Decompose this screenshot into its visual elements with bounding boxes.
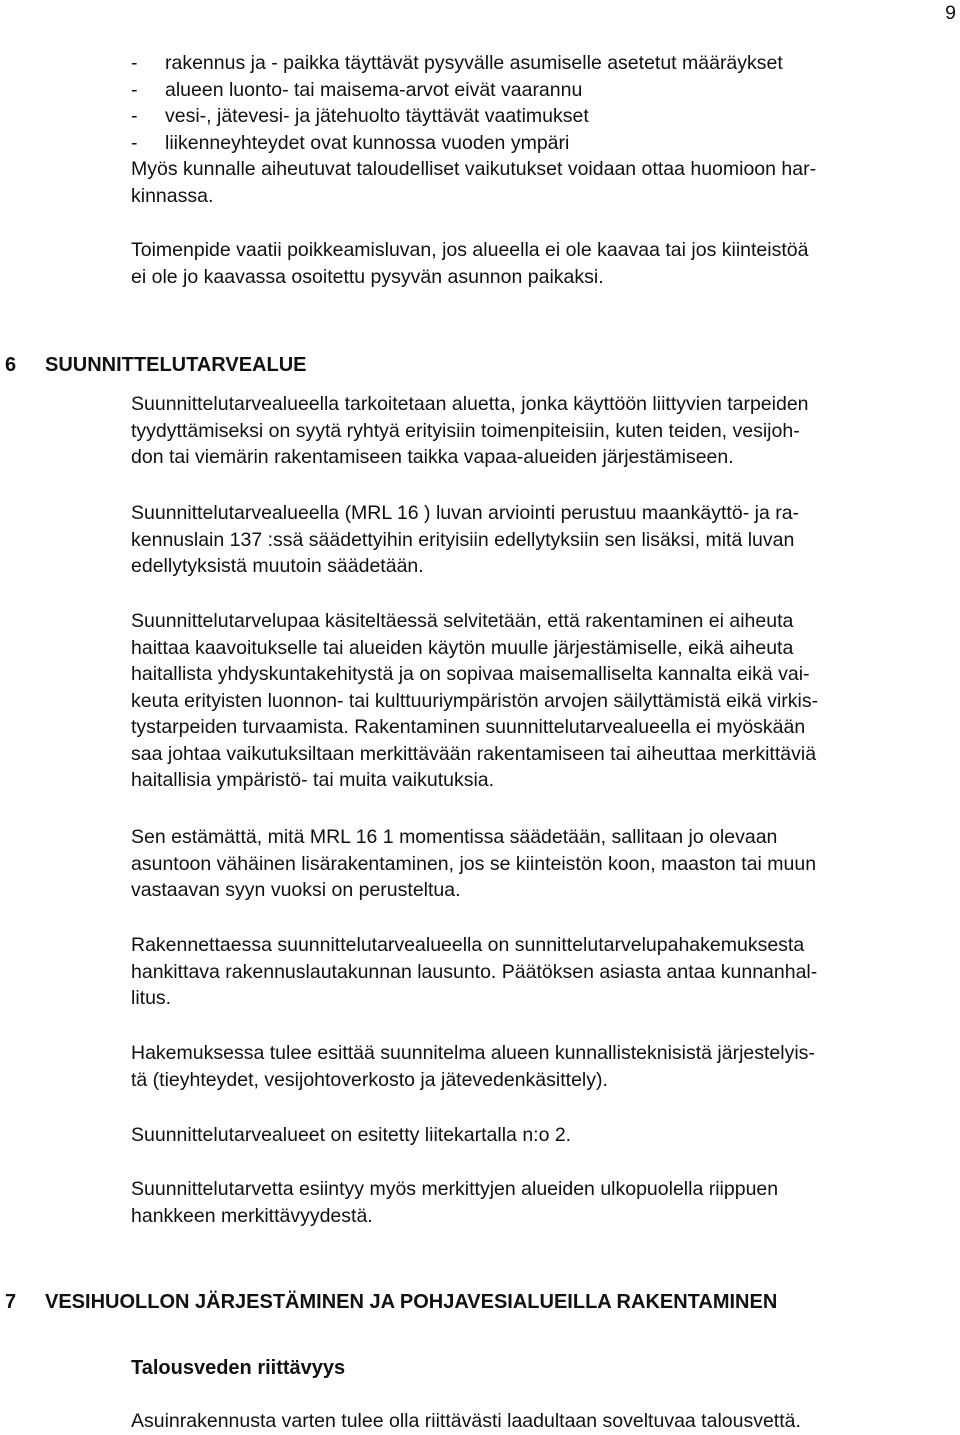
list-item: [131, 130, 951, 157]
list-item-text: vesi-, jätevesi- ja jätehuolto täyttävät vaatimukset: [165, 105, 589, 127]
section-title: SUUNNITTELUTARVEALUE: [45, 354, 307, 376]
paragraph: [131, 608, 951, 794]
text-line: tä (tieyhteydet, vesijohtoverkosto ja jätevedenkäsittely).: [131, 1068, 608, 1091]
text-line: haitallisia ympäristö- tai muita vaikutuksia.: [131, 769, 495, 791]
paragraph: [131, 824, 951, 904]
text-line: tystarpeiden turvaamista. Rakentaminen suunnittelutarvealueella ei myöskään: [131, 716, 806, 738]
text-line: keuta erityisten luonnon- tai kulttuuriympäristön arvojen säilyttämistä eikä virkis-: [131, 689, 819, 712]
text-line: Rakennettaessa suunnittelutarvealueella on sunnittelutarvelupahakemuksesta: [131, 934, 805, 956]
text-line: kennuslain 137 :ssä säädettyihin erityisiin edellytyksiin sen lisäksi, mitä luvan: [131, 528, 795, 551]
text-line: Hakemuksessa tulee esittää suunnitelma alueen kunnallisteknisistä järjestelyis-: [131, 1042, 815, 1064]
text-line: hankkeen merkittävyydestä.: [131, 1204, 373, 1227]
text-line: Asuinrakennusta varten tulee olla riittävästi laadultaan soveltuvaa talousvettä.: [131, 1410, 801, 1432]
subsection-heading: Talousveden riittävyys: [131, 1357, 346, 1379]
paragraph: [131, 1176, 951, 1229]
list-dash: -: [131, 131, 138, 154]
text-line: haittaa kaavoitukselle tai alueiden käytön muulle järjestämiselle, eikä aiheuta: [131, 636, 794, 659]
list-dash: -: [131, 78, 138, 101]
text-line: hankittava rakennuslautakunnan lausunto. Päätöksen asiasta antaa kunnanhal-: [131, 960, 818, 983]
paragraph: [131, 156, 951, 209]
text-line: Suunnittelutarvealueet on esitetty liitekartalla n:o 2.: [131, 1124, 572, 1146]
text-line: haitallista yhdyskuntakehitystä ja on sopivaa maisemalliselta kannalta eikä vai-: [131, 663, 810, 685]
list-item-text: alueen luonto- tai maisema-arvot eivät vaarannu: [165, 78, 583, 101]
list-item-text: liikenneyhteydet ovat kunnossa vuoden ympäri: [165, 131, 570, 154]
list-item-text: rakennus ja - paikka täyttävät pysyvälle asumiselle asetetut määräykset: [165, 52, 783, 74]
text-line: Suunnittelutarvetta esiintyy myös merkittyjen alueiden ulkopuolella riippuen: [131, 1178, 779, 1200]
text-line: vastaavan syyn vuoksi on perusteltua.: [131, 879, 461, 901]
text-line: Suunnittelutarvealueella (MRL 16 ) luvan arviointi perustuu maankäyttö- ja ra-: [131, 502, 800, 524]
paragraph: [131, 1040, 951, 1093]
requirements-list: [131, 50, 951, 209]
text-line: Toimenpide vaatii poikkeamisluvan, jos alueella ei ole kaavaa tai jos kiinteistöä: [131, 239, 809, 261]
text-line: asuntoon vähäinen lisärakentaminen, jos se kiinteistön koon, maaston tai muun: [131, 852, 817, 875]
text-line: Myös kunnalle aiheutuvat taloudelliset vaikutukset voidaan ottaa huomioon har-: [131, 158, 817, 180]
section-title: VESIHUOLLON JÄRJESTÄMINEN JA POHJAVESIALUEILLA RAKENTAMINEN: [45, 1291, 778, 1313]
section-heading: [5, 352, 306, 378]
list-item: [131, 77, 951, 104]
section-number: 6: [5, 354, 17, 376]
paragraph: [131, 1122, 951, 1149]
text-line: kinnassa.: [131, 184, 214, 207]
paragraph: [131, 500, 951, 580]
text-line: Suunnittelutarvelupaa käsiteltäessä selvitetään, että rakentaminen ei aiheuta: [131, 610, 794, 632]
list-dash: -: [131, 52, 138, 74]
paragraph: [131, 237, 951, 290]
text-line: don tai viemärin rakentamiseen taikka vapaa-alueiden järjestämiseen.: [131, 446, 734, 468]
paragraph: [131, 391, 951, 471]
page-number: 9: [945, 2, 956, 24]
list-dash: -: [131, 105, 138, 127]
paragraph: [131, 1408, 951, 1435]
text-line: Suunnittelutarvealueella tarkoitetaan aluetta, jonka käyttöön liittyvien tarpeiden: [131, 393, 809, 415]
paragraph: [131, 932, 951, 1012]
text-line: saa johtaa vaikutuksiltaan merkittävään rakentamiseen tai aiheuttaa merkittäviä: [131, 742, 817, 765]
section-number: 7: [5, 1291, 17, 1313]
list-item: [131, 50, 951, 77]
text-line: litus.: [131, 987, 172, 1009]
text-line: edellytyksistä muutoin säädetään.: [131, 555, 424, 577]
section-heading: [5, 1289, 777, 1315]
text-line: tyydyttämiseksi on syytä ryhtyä erityisiin toimenpiteisiin, kuten teiden, vesijoh-: [131, 419, 800, 442]
text-line: ei ole jo kaavassa osoitettu pysyvän asunnon paikaksi.: [131, 265, 604, 288]
text-line: Sen estämättä, mitä MRL 16 1 momentissa säädetään, sallitaan jo olevaan: [131, 826, 778, 848]
list-item: [131, 103, 951, 130]
